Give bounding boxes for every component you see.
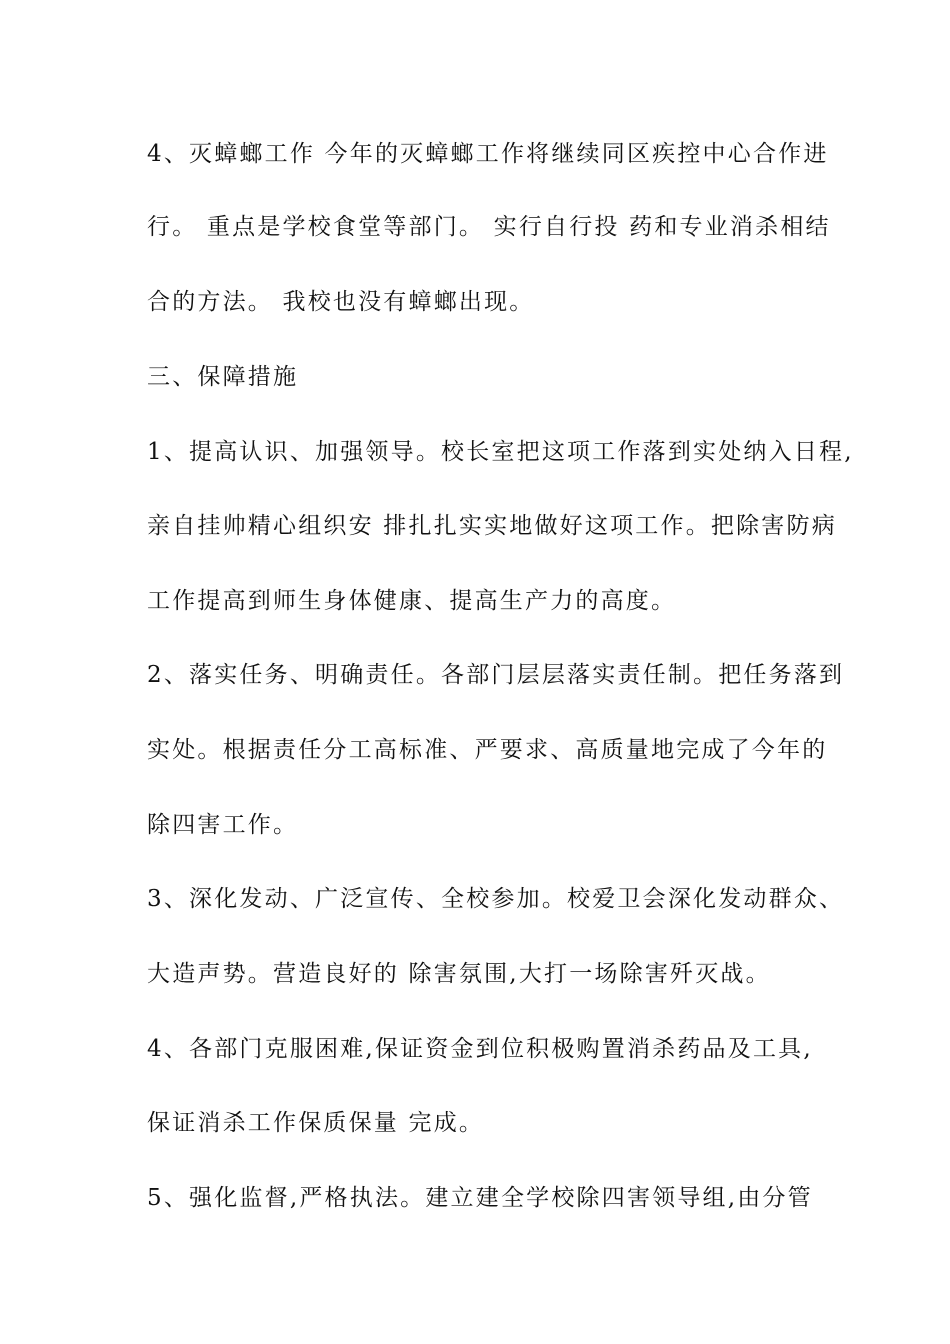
text-line-funding: 4、各部门克服困难,保证资金到位积极购置消杀药品及工具, (147, 1036, 813, 1062)
text-line-responsibility: 2、落实任务、明确责任。各部门层层落实责任制。把任务落到 (147, 662, 845, 688)
text-line-responsibility-cont: 实处。根据责任分工高标准、严要求、高质量地完成了今年的 (147, 737, 828, 763)
text-line-leadership-cont: 亲自挂帅精心组织安 排扎扎实实地做好这项工作。把除害防病 (147, 513, 837, 539)
text-line-mobilization: 3、深化发动、广泛宣传、全校参加。校爱卫会深化发动群众、 (147, 886, 845, 912)
text-line-supervision: 5、强化监督,严格执法。建立建全学校除四害领导组,由分管 (147, 1185, 813, 1211)
text-line-responsibility-end: 除四害工作。 (147, 812, 299, 838)
text-line-leadership: 1、提高认识、加强领导。校长室把这项工作落到实处纳入日程, (147, 439, 854, 465)
text-line-mobilization-end: 大造声势。营造良好的 除害氛围,大打一场除害歼灭战。 (147, 961, 771, 987)
text-line-cockroach-result: 合的方法。 我校也没有蟑螂出现。 (147, 289, 535, 315)
text-line-cockroach-focus: 行。 重点是学校食堂等部门。 实行自行投 药和专业消杀相结 (147, 214, 831, 240)
text-line-funding-end: 保证消杀工作保质保量 完成。 (147, 1110, 485, 1136)
text-line-leadership-end: 工作提高到师生身体健康、提高生产力的高度。 (147, 588, 677, 614)
text-line-cockroach-control: 4、灭蟑螂工作 今年的灭蟑螂工作将继续同区疾控中心合作进 (147, 141, 829, 167)
section-heading-safeguards: 三、保障措施 (147, 364, 299, 390)
